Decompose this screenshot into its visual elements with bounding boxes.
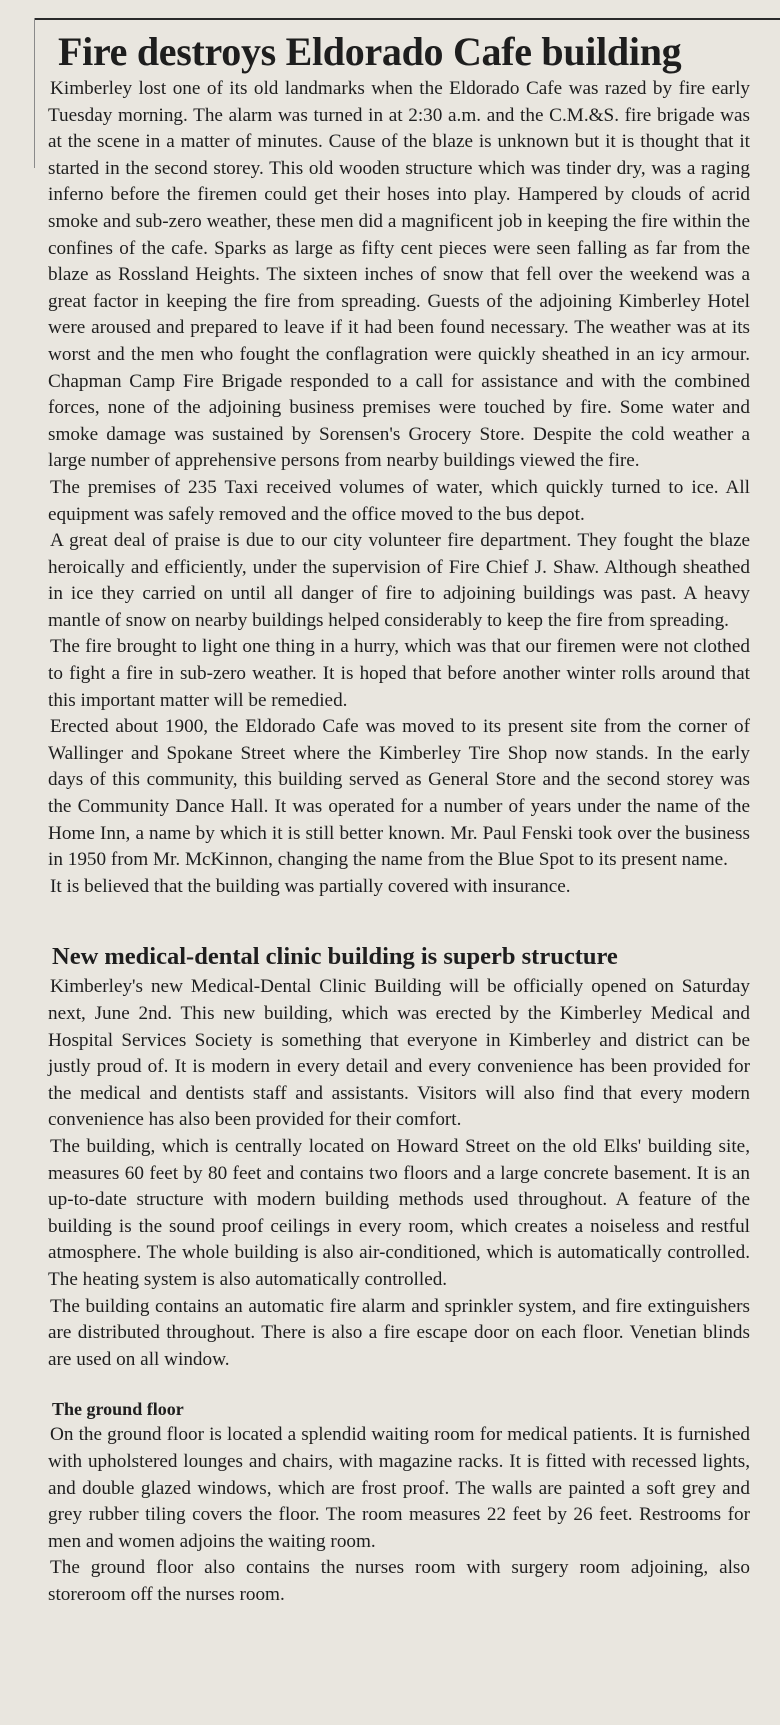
paragraph: The building, which is centrally located on Howard Street on the old Elks' building site, measures 60 feet by 80 feet and contains two floors and a large concrete basement. It is an up-to-date structure with modern building methods used throughout. A feature of the building is the sound proof ceilings in every room, which creates a noiseless and restful atmosphere. The whole building is also air-conditioned, which is automatically controlled. The heating system is also automatically controlled. xyxy=(48,1135,750,1290)
headline-fire: Fire destroys Eldorado Cafe building xyxy=(58,29,682,74)
headline-clinic: New medical-dental clinic building is superb structure xyxy=(52,943,618,971)
paragraph: The premises of 235 Taxi received volumes of water, which quickly turned to ice. All equipment was safely removed and the office moved to the bus depot. xyxy=(48,476,750,525)
spacer xyxy=(48,900,750,942)
article-clinic xyxy=(48,942,750,1608)
paragraph: The ground floor also contains the nurses room with surgery room adjoining, also storeroom off the nurses room. xyxy=(48,1557,750,1605)
article-column xyxy=(48,30,750,1608)
article-fire xyxy=(48,30,750,900)
paragraph: On the ground floor is located a splendid waiting room for medical patients. It is furnished with upholstered lounges and chairs, with magazine racks. It is fitted with recessed lights, and double glazed windows, which are frost proof. The walls are painted a soft grey and grey rubber tiling covers the floor. The room measures 22 feet by 26 feet. Restrooms for men and women adjoins the waiting room. xyxy=(48,1424,750,1552)
paragraph: Kimberley's new Medical-Dental Clinic Building will be officially opened on Saturday next, June 2nd. This new building, which was erected by the Kimberley Medical and Hospital Services Society is something that everyone in Kimberley and district can be justly proud of. It is modern in every detail and every convenience has been provided for the medical and dentists staff and assistants. Visitors will also find that every modern convenience has also been provided for their comfort. xyxy=(48,976,750,1131)
paragraph: Erected about 1900, the Eldorado Cafe was moved to its present site from the corner of Wallinger and Spokane Street where the Kimberley Tire Shop now stands. In the early days of this community, this building served as General Store and the second storey was the Community Dance Hall. It was operated for a number of years under the name of the Home Inn, a name by which it is still better known. Mr. Paul Fenski took over the business in 1950 from Mr. McKinnon, changing the name from the Blue Spot to its present name. xyxy=(48,716,750,871)
subheading-ground-floor: The ground floor xyxy=(52,1399,184,1420)
paragraph: A great deal of praise is due to our city volunteer fire department. They fought the blaze heroically and efficiently, under the supervision of Fire Chief J. Shaw. Although sheathed in ice they carried on until all danger of fire to adjoining buildings was past. A heavy mantle of snow on nearby buildings helped considerably to keep the fire from spreading. xyxy=(48,530,750,631)
paragraph: The building contains an automatic fire alarm and sprinkler system, and fire extinguishers are distributed throughout. There is also a fire escape door on each floor. Venetian blinds are used on all window. xyxy=(48,1295,750,1370)
spacer xyxy=(48,1373,750,1396)
column-rule xyxy=(34,18,35,168)
paragraph: Kimberley lost one of its old landmarks when the Eldorado Cafe was razed by fire early Tuesday morning. The alarm was turned in at 2:30 a.m. and the C.M.&S. fire brigade was at the scene in a matter of minutes. Cause of the blaze is unknown but it is thought that it started in the second storey. This old wooden structure which was tinder dry, was a raging inferno before the firemen could get their hoses into play. Hampered by clouds of acrid smoke and sub-zero weather, these men did a magnificent job in keeping the fire within the confines of the cafe. Sparks as large as fifty cent pieces were seen falling as far from the blaze as Rossland Heights. The sixteen inches of snow that fell over the weekend was a great factor in keeping the fire from spreading. Guests of the adjoining Kimberley Hotel were aroused and prepared to leave if it had been found necessary. The weather was at its worst and the men who fought the conflagration were quickly sheathed in an icy armour. Chapman Camp Fire Brigade responded to a call for assistance and with the combined forces, none of the adjoining business premises were touched by fire. Some water and smoke damage was sustained by Sorensen's Grocery Store. Despite the cold weather a large number of apprehensive persons from nearby buildings viewed the fire. xyxy=(48,78,750,472)
paragraph: It is believed that the building was partially covered with insurance. xyxy=(50,875,571,897)
paragraph: The fire brought to light one thing in a hurry, which was that our firemen were not clothed to fight a fire in sub-zero weather. It is hoped that before another winter rolls around that this important matter will be remedied. xyxy=(48,636,750,711)
top-rule xyxy=(34,18,780,20)
